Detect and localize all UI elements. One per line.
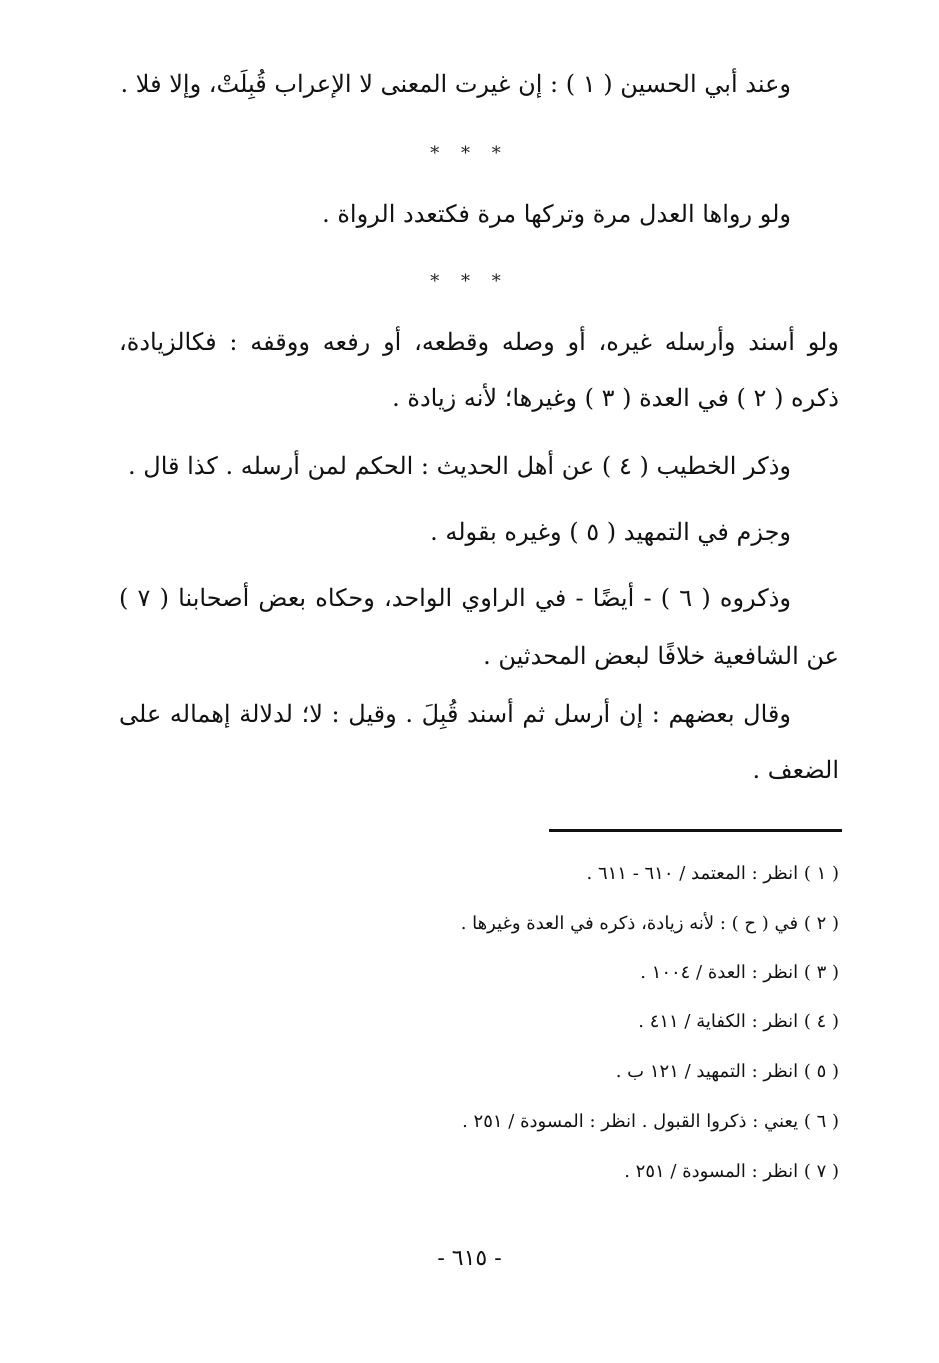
footnote: ( ٣ ) انظر : العدة / ١٠٠٤ . — [640, 962, 839, 983]
footnote: ( ٥ ) انظر : التمهيد / ١٢١ ب . — [615, 1061, 839, 1082]
footnote: ( ١ ) انظر : المعتمد / ٦١٠ - ٦١١ . — [586, 863, 839, 884]
section-separator: * * * — [430, 271, 509, 292]
footnote: ( ٦ ) يعني : ذكروا القبول . انظر : المسودة / ٢٥١ . — [462, 1111, 839, 1132]
footnote: ( ٢ ) في ( ح ) : لأنه زيادة، ذكره في العدة وغيرها . — [460, 913, 839, 934]
body-line: وذكر الخطيب ( ٤ ) عن أهل الحديث : الحكم لمن أرسله . كذا قال . — [128, 452, 791, 480]
body-line: ولو أسند وأرسله غيره، أو وصله وقطعه، أو رفعه ووقفه : فكالزيادة، — [119, 328, 839, 356]
body-line: وعند أبي الحسين ( ١ ) : إن غيرت المعنى لا الإعراب قُبِلَتْ، وإلا فلا . — [120, 70, 791, 98]
body-line: عن الشافعية خلافًا لبعض المحدثين . — [483, 642, 839, 670]
body-line: الضعف . — [752, 756, 839, 784]
section-separator: * * * — [430, 143, 509, 164]
body-line: وقال بعضهم : إن أرسل ثم أسند قُبِلَ . وقيل : لا؛ لدلالة إهماله على — [119, 700, 791, 728]
page-number: - ٦١٥ - — [437, 1246, 502, 1271]
footnote: ( ٧ ) انظر : المسودة / ٢٥١ . — [624, 1161, 839, 1182]
body-line: ذكره ( ٢ ) في العدة ( ٣ ) وغيرها؛ لأنه زيادة . — [392, 384, 839, 412]
body-line: ولو رواها العدل مرة وتركها مرة فكتعدد الرواة . — [322, 200, 791, 228]
footnote-separator-rule — [549, 829, 842, 832]
body-line: وذكروه ( ٦ ) - أيضًا - في الراوي الواحد، وحكاه بعض أصحابنا ( ٧ ) — [119, 584, 792, 612]
footnote: ( ٤ ) انظر : الكفاية / ٤١١ . — [638, 1011, 839, 1032]
body-line: وجزم في التمهيد ( ٥ ) وغيره بقوله . — [430, 518, 791, 546]
